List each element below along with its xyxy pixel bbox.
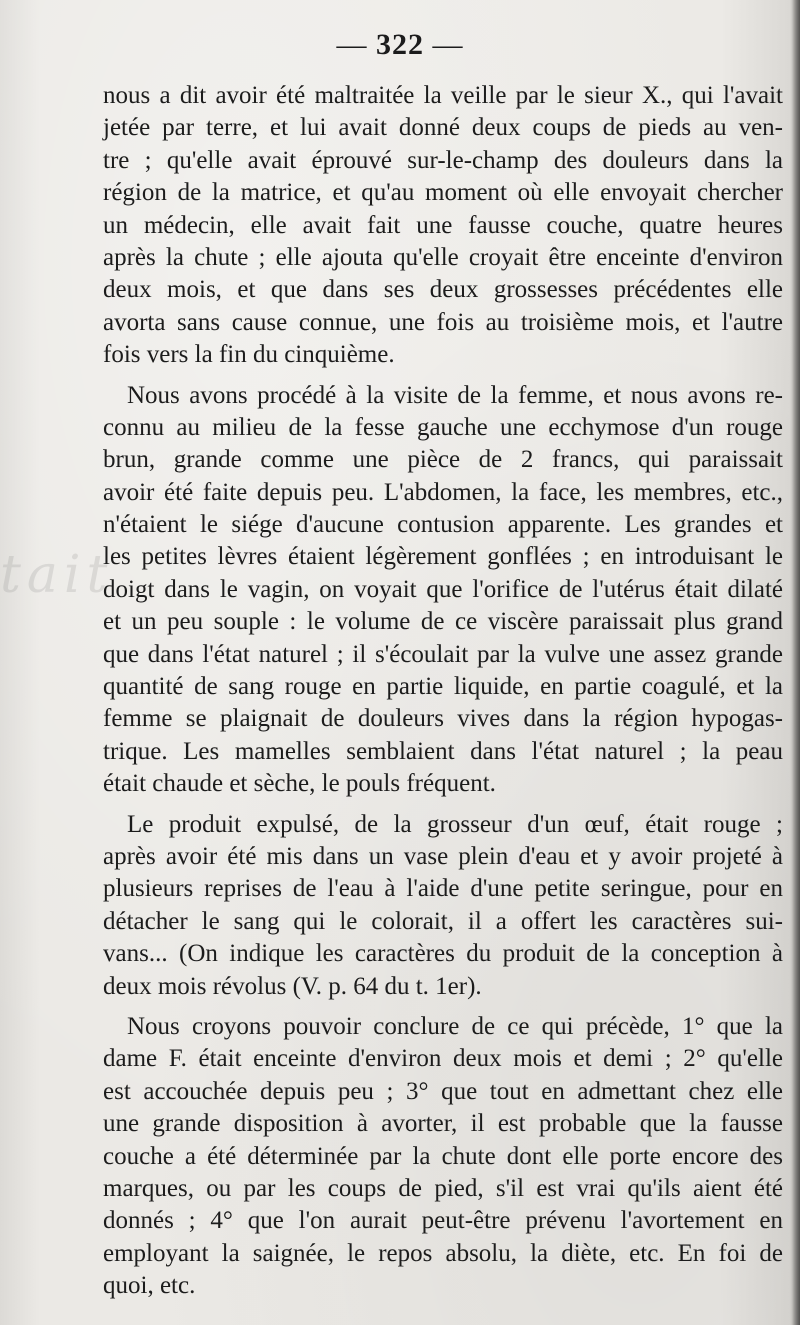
text-line: vans... (On indique les caractères du produit de la conception à [103, 940, 783, 968]
text-line: plusieurs reprises de l'eau à l'aide d'une petite seringue, pour en [103, 875, 783, 903]
text-line: femme se plaignait de douleurs vives dans la région hypogas- [103, 705, 783, 733]
text-line: une grande disposition à avorter, il est probable que la fausse [103, 1110, 783, 1138]
page-edge-shadow [792, 0, 800, 1325]
text-line: dame F. était enceinte d'environ deux mois et demi ; 2° qu'elle [103, 1045, 783, 1073]
text-line: doigt dans le vagin, on voyait que l'orifice de l'utérus était dilaté [103, 575, 783, 603]
text-line: employant la saignée, le repos absolu, la diète, etc. En foi de [103, 1239, 783, 1267]
text-line: quoi, etc. [103, 1272, 196, 1300]
page-header [0, 28, 800, 62]
paragraph-3 [103, 809, 783, 1003]
text-line: couche a été déterminée par la chute dont elle porte encore des [103, 1142, 783, 1170]
paragraph-4 [103, 1011, 783, 1303]
text-line: Nous avons procédé à la visite de la femme, et nous avons re- [127, 381, 783, 409]
text-line: région de la matrice, et qu'au moment où elle envoyait chercher [103, 179, 783, 207]
bleed-through-handwriting: tait [0, 545, 114, 605]
text-line: quantité de sang rouge en partie liquide, en partie coagulé, et la [103, 673, 783, 701]
text-line: nous a dit avoir été maltraitée la veille par le sieur X., qui l'avait [103, 82, 783, 109]
text-line: les petites lèvres étaient légèrement gonflées ; en introduisant le [103, 543, 783, 571]
page-number: 322 [376, 28, 424, 61]
text-line: avoir été faite depuis peu. L'abdomen, la face, les membres, etc., [103, 478, 783, 506]
text-line: marques, ou par les coups de pied, s'il est vrai qu'ils aient été [103, 1174, 783, 1202]
text-line: n'étaient le siége d'aucune contusion apparente. Les grandes et [103, 511, 783, 539]
text-line: après la chute ; elle ajouta qu'elle croyait être enceinte d'environ [103, 243, 783, 271]
text-line: détacher le sang qui le colorait, il a offert les caractères sui- [103, 907, 783, 935]
text-line: un médecin, elle avait fait une fausse couche, quatre heures [103, 211, 783, 239]
text-line: donnés ; 4° que l'on aurait peut-être prévenu l'avortement en [103, 1207, 783, 1235]
text-line: deux mois, et que dans ses deux grossesses précédentes elle [103, 276, 783, 304]
header-dash-left: — [336, 28, 368, 61]
text-line: Le produit expulsé, de la grosseur d'un œuf, était rouge ; [127, 810, 783, 838]
text-line: après avoir été mis dans un vase plein d'eau et y avoir projeté à [103, 842, 783, 870]
text-line: jetée par terre, et lui avait donné deux coups de pieds au ven- [103, 114, 783, 142]
paragraph-2 [103, 380, 783, 801]
header-dash-right: — [432, 28, 464, 61]
text-line: deux mois révolus (V. p. 64 du t. 1er). [103, 972, 482, 1000]
body-text [103, 80, 783, 1302]
paragraph-1 [103, 80, 783, 372]
text-line: est accouchée depuis peu ; 3° que tout en admettant chez elle [103, 1077, 783, 1105]
text-line: connu au milieu de la fesse gauche une ecchymose d'un rouge [103, 413, 783, 441]
text-line: tre ; qu'elle avait éprouvé sur-le-champ des douleurs dans la [103, 146, 783, 174]
text-line: fois vers la fin du cinquième. [103, 341, 395, 369]
text-line: et un peu souple : le volume de ce viscère paraissait plus grand [103, 608, 783, 636]
text-line: trique. Les mamelles semblaient dans l'état naturel ; la peau [103, 737, 783, 765]
text-line: était chaude et sèche, le pouls fréquent. [103, 770, 496, 798]
text-line: Nous croyons pouvoir conclure de ce qui précède, 1° que la [127, 1012, 783, 1040]
text-line: brun, grande comme une pièce de 2 francs, qui paraissait [103, 446, 783, 474]
text-line: que dans l'état naturel ; il s'écoulait par la vulve une assez grande [103, 640, 783, 668]
text-line: avorta sans cause connue, une fois au troisième mois, et l'autre [103, 308, 783, 336]
